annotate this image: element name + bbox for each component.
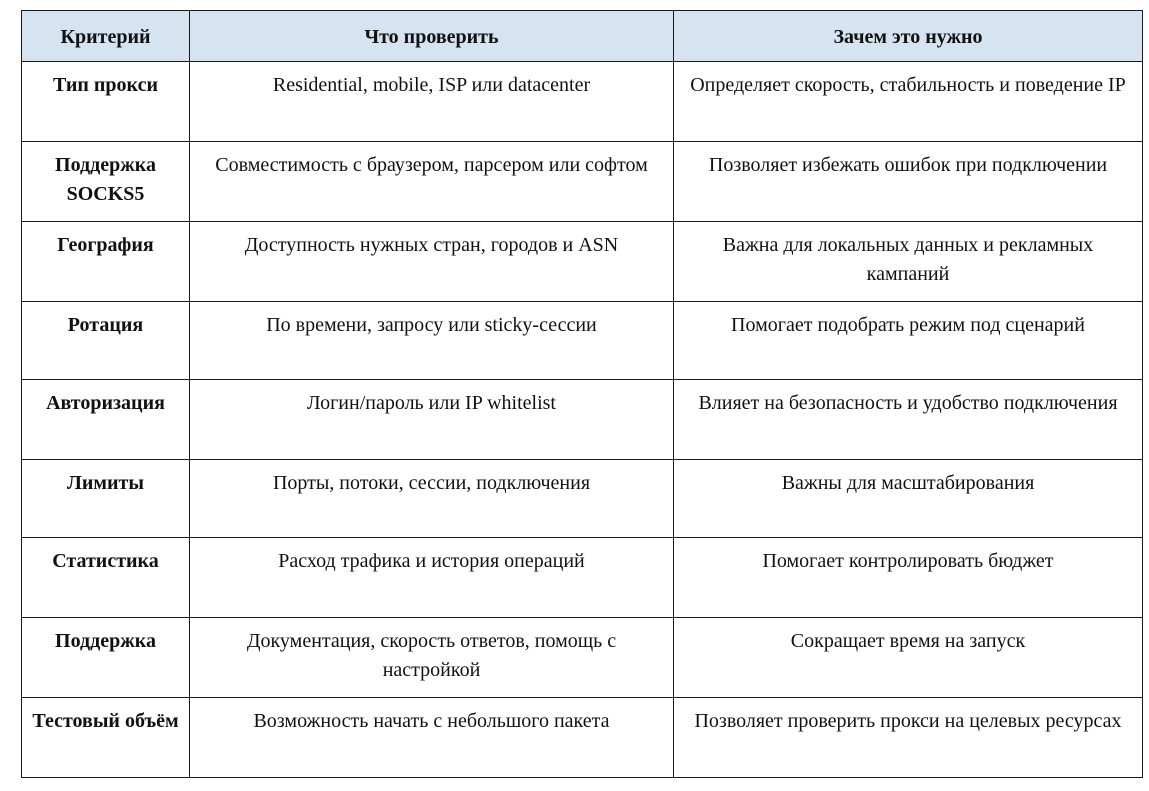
check-cell: Порты, потоки, сессии, подключения bbox=[190, 460, 674, 538]
why-cell: Позволяет избежать ошибок при подключении bbox=[674, 142, 1143, 222]
table-body bbox=[22, 62, 1143, 778]
why-cell: Важны для масштабирования bbox=[674, 460, 1143, 538]
header-check: Что проверить bbox=[190, 11, 674, 62]
table-row bbox=[22, 698, 1143, 778]
criterion-cell: Поддержка bbox=[22, 618, 190, 698]
criterion-cell: Поддержка SOCKS5 bbox=[22, 142, 190, 222]
comparison-table-container bbox=[21, 10, 1142, 778]
table-row bbox=[22, 380, 1143, 460]
why-cell: Влияет на безопасность и удобство подключения bbox=[674, 380, 1143, 460]
criterion-cell: География bbox=[22, 222, 190, 302]
header-criterion: Критерий bbox=[22, 11, 190, 62]
table-row bbox=[22, 618, 1143, 698]
why-cell: Помогает подобрать режим под сценарий bbox=[674, 302, 1143, 380]
why-cell: Помогает контролировать бюджет bbox=[674, 538, 1143, 618]
check-cell: Логин/пароль или IP whitelist bbox=[190, 380, 674, 460]
table-row bbox=[22, 62, 1143, 142]
criterion-cell: Авторизация bbox=[22, 380, 190, 460]
table-row bbox=[22, 142, 1143, 222]
why-cell: Позволяет проверить прокси на целевых ресурсах bbox=[674, 698, 1143, 778]
why-cell: Определяет скорость, стабильность и поведение IP bbox=[674, 62, 1143, 142]
check-cell: Документация, скорость ответов, помощь с настройкой bbox=[190, 618, 674, 698]
check-cell: По времени, запросу или sticky-сессии bbox=[190, 302, 674, 380]
table-row bbox=[22, 222, 1143, 302]
table-header bbox=[22, 11, 1143, 62]
proxy-criteria-table bbox=[21, 10, 1143, 778]
check-cell: Доступность нужных стран, городов и ASN bbox=[190, 222, 674, 302]
criterion-cell: Ротация bbox=[22, 302, 190, 380]
criterion-cell: Тестовый объём bbox=[22, 698, 190, 778]
check-cell: Совместимость с браузером, парсером или софтом bbox=[190, 142, 674, 222]
criterion-cell: Тип прокси bbox=[22, 62, 190, 142]
why-cell: Важна для локальных данных и рекламных кампаний bbox=[674, 222, 1143, 302]
check-cell: Residential, mobile, ISP или datacenter bbox=[190, 62, 674, 142]
header-why: Зачем это нужно bbox=[674, 11, 1143, 62]
criterion-cell: Статистика bbox=[22, 538, 190, 618]
check-cell: Расход трафика и история операций bbox=[190, 538, 674, 618]
header-row bbox=[22, 11, 1143, 62]
table-row bbox=[22, 302, 1143, 380]
table-row bbox=[22, 538, 1143, 618]
why-cell: Сокращает время на запуск bbox=[674, 618, 1143, 698]
criterion-cell: Лимиты bbox=[22, 460, 190, 538]
check-cell: Возможность начать с небольшого пакета bbox=[190, 698, 674, 778]
table-row bbox=[22, 460, 1143, 538]
